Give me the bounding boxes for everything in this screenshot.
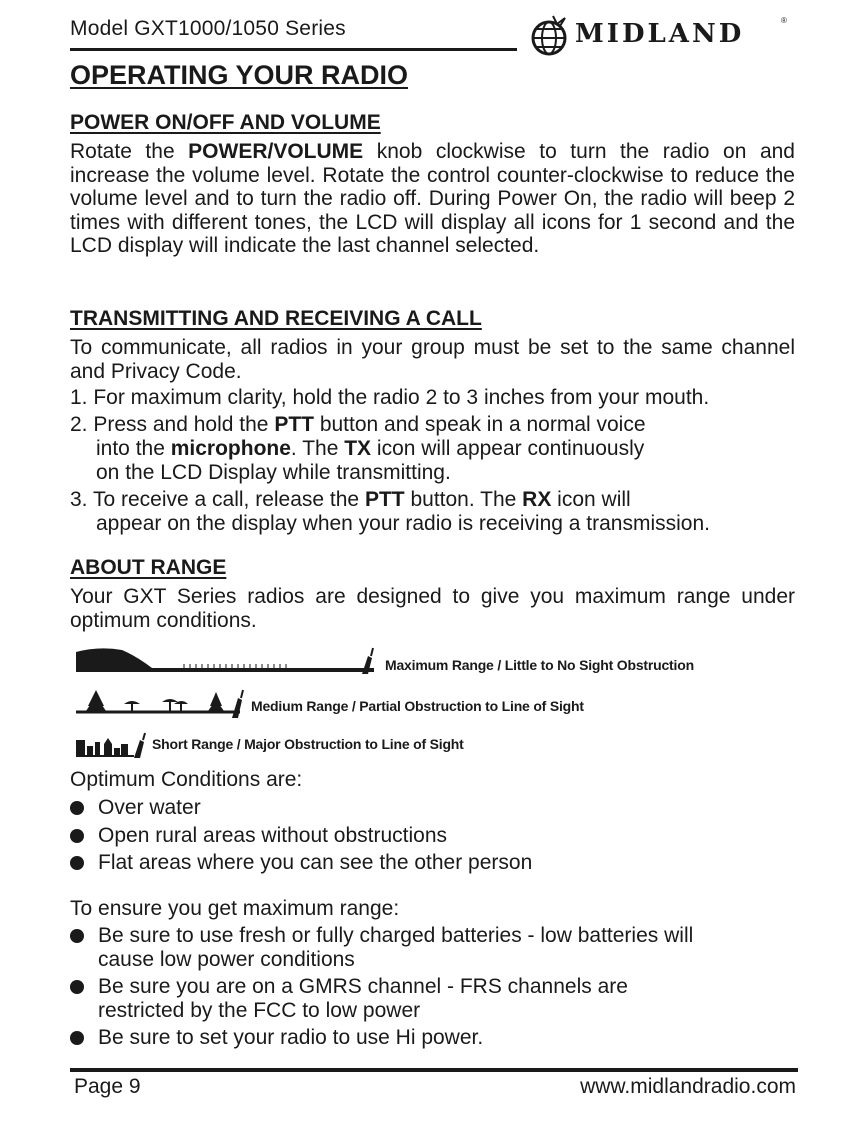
midland-logo [527, 14, 797, 58]
max-range-caption: Maximum Range / Little to No Sight Obstruction [385, 657, 694, 673]
section-heading-range: ABOUT RANGE [70, 556, 227, 579]
step-2-line-3: on the LCD Display while transmitting. [96, 461, 451, 484]
section-heading-power: POWER ON/OFF AND VOLUME [70, 111, 381, 134]
page-title: OPERATING YOUR RADIO [70, 60, 409, 90]
transmit-intro: To communicate, all radios in your group must be set to the same channel and Privacy Code. [70, 336, 795, 383]
step-3-line-2: appear on the display when your radio is receiving a transmission. [96, 512, 710, 535]
ensure-title: To ensure you get maximum range: [70, 897, 400, 920]
section-heading-transmit: TRANSMITTING AND RECEIVING A CALL [70, 307, 482, 330]
bullet-icon [70, 929, 84, 943]
medium-range-caption: Medium Range / Partial Obstruction to Line of Sight [251, 698, 584, 714]
model-header: Model GXT1000/1050 Series [70, 17, 346, 40]
bullet-icon [70, 829, 84, 843]
medium-range-illustration [74, 684, 250, 720]
power-paragraph: Rotate the POWER/VOLUME knob clockwise to turn the radio on and increase the volume level. Rotate the control counter-clockwise to reduce the volume level and to turn the radio off. During Power On, the radio will beep 2 times with different tones, the LCD will display all icons for 1 second and the LCD display will indicate the last channel selected. [70, 140, 795, 257]
short-range-illustration [74, 730, 152, 760]
step-3-line-1: 3. To receive a call, release the PTT button. The RX icon will [70, 488, 631, 511]
max-range-illustration [74, 644, 384, 676]
range-intro: Your GXT Series radios are designed to give you maximum range under optimum conditions. [70, 585, 795, 632]
bullet-icon [70, 1031, 84, 1045]
footer-rule [70, 1068, 798, 1072]
step-2-line-2: into the microphone. The TX icon will appear continuously [96, 437, 645, 460]
step-2-line-1: 2. Press and hold the PTT button and speak in a normal voice [70, 413, 646, 436]
bullet-icon [70, 980, 84, 994]
optimum-title: Optimum Conditions are: [70, 768, 303, 791]
step-1: 1. For maximum clarity, hold the radio 2 to 3 inches from your mouth. [70, 386, 710, 409]
bullet-icon [70, 801, 84, 815]
registered-mark: ® [781, 16, 787, 25]
logo-wordmark: MIDLAND [575, 19, 745, 49]
globe-icon [527, 14, 571, 58]
page-number: Page 9 [74, 1075, 141, 1098]
short-range-caption: Short Range / Major Obstruction to Line of Sight [152, 736, 464, 752]
header-rule [70, 48, 517, 51]
website-url: www.midlandradio.com [580, 1075, 796, 1098]
bullet-icon [70, 856, 84, 870]
